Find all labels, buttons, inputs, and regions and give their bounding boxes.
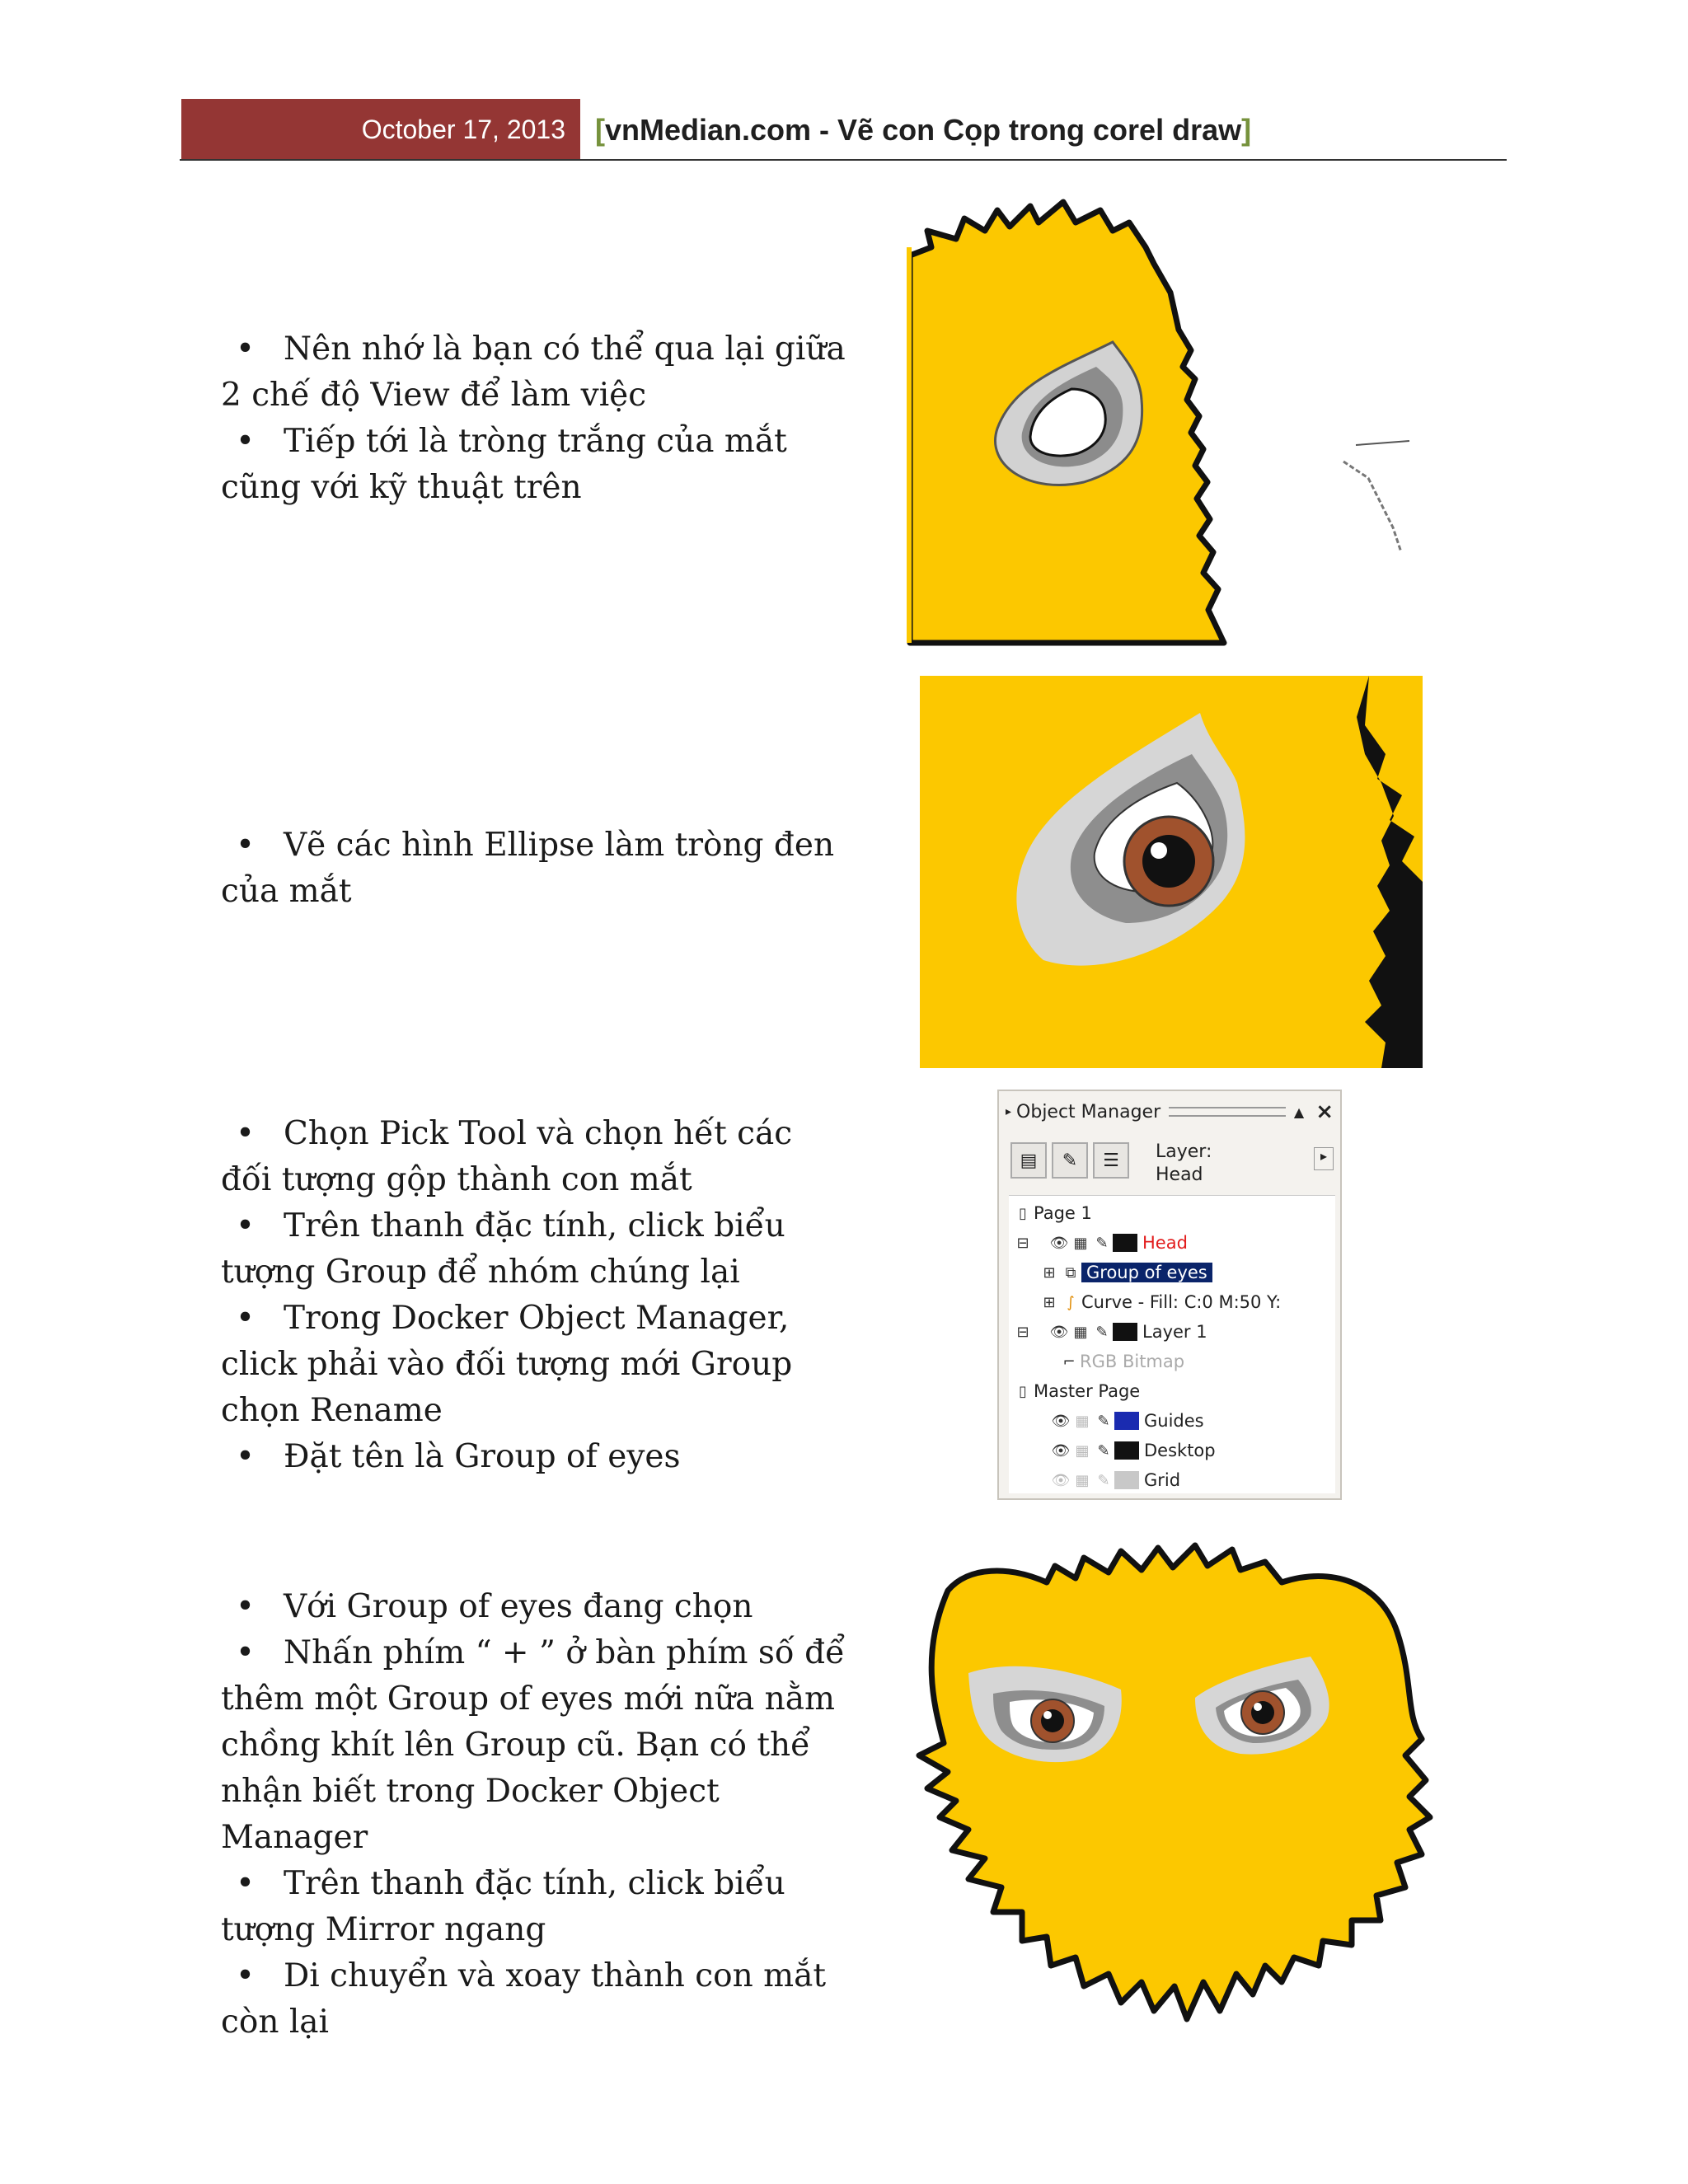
show-properties-button[interactable] — [1010, 1142, 1047, 1179]
section-4-text — [221, 1584, 847, 2046]
tree-label: Master Page — [1034, 1381, 1141, 1401]
eye-icon[interactable]: 👁 — [1049, 1234, 1069, 1252]
list-item-text: Đặt tên là Group of eyes — [284, 1438, 681, 1475]
tree-label: Group of eyes — [1081, 1263, 1212, 1282]
header-date-bar — [181, 99, 580, 160]
edit-layers-icon: ✎ — [1062, 1150, 1078, 1171]
close-icon[interactable]: × — [1315, 1099, 1334, 1124]
layer-view-icon: ☰ — [1103, 1150, 1119, 1171]
bullet: • — [236, 1957, 256, 1994]
layer-caption: Layer: — [1156, 1141, 1212, 1162]
list-item-text: Vẽ các hình Ellipse làm tròng đen của mắt — [221, 827, 835, 910]
properties-icon: ▤ — [1020, 1150, 1038, 1171]
flyout-arrow-button[interactable]: ▸ — [1314, 1147, 1334, 1170]
list-item-text: Trong Docker Object Manager, click phải vào đối tượng mới Group chọn Rename — [221, 1300, 793, 1429]
tiger-eye-iris-illustration — [920, 676, 1423, 1068]
bullet: • — [236, 1115, 256, 1152]
tree-label: RGB Bitmap — [1080, 1352, 1185, 1371]
bitmap-icon: ⌐ — [1062, 1352, 1076, 1371]
bullet: • — [236, 423, 256, 460]
tree-row-rgb-bitmap[interactable] — [1058, 1347, 1184, 1376]
eye-icon[interactable]: 👁 — [1049, 1323, 1069, 1341]
expand-icon[interactable]: ⊟ — [1016, 1234, 1029, 1252]
list-item — [221, 1434, 847, 1480]
list-item — [221, 1953, 847, 2046]
list-item-text: Di chuyển và xoay thành con mắt còn lại — [221, 1957, 827, 2041]
tree-row-guides[interactable] — [1050, 1407, 1204, 1435]
eye-icon[interactable]: 👁 — [1051, 1412, 1071, 1430]
current-layer-label — [1156, 1141, 1212, 1187]
layer-color-swatch — [1114, 1441, 1139, 1460]
header-bracket-close: ] — [1241, 113, 1252, 147]
printer-icon[interactable]: ▦ — [1075, 1441, 1090, 1460]
section-1-text — [221, 326, 847, 511]
pencil-icon[interactable]: ✎ — [1097, 1471, 1110, 1489]
docker-grip-icon: ▸ — [1006, 1105, 1012, 1118]
tiger-eye-white-illustration — [907, 198, 1434, 651]
list-item-text: Chọn Pick Tool và chọn hết các đối tượng gộp thành con mắt — [221, 1115, 793, 1198]
object-manager-titlebar — [1006, 1098, 1334, 1126]
object-manager-toolbar — [1010, 1142, 1129, 1179]
list-item-text: Với Group of eyes đang chọn — [284, 1588, 753, 1625]
bullet: • — [236, 1634, 256, 1671]
layer-value: Head — [1156, 1165, 1203, 1185]
bullet: • — [236, 1588, 256, 1625]
header-date: October 17, 2013 — [361, 114, 565, 144]
list-item-text: Nên nhớ là bạn có thể qua lại giữa 2 chế độ View để làm việc — [221, 330, 846, 414]
list-item-text: Trên thanh đặc tính, click biểu tượng Group để nhóm chúng lại — [221, 1207, 785, 1291]
layer-color-swatch — [1113, 1323, 1137, 1341]
layer-color-swatch — [1114, 1471, 1139, 1489]
bullet: • — [236, 1438, 256, 1475]
pencil-icon[interactable]: ✎ — [1095, 1234, 1109, 1252]
page-icon: ▯ — [1019, 1382, 1027, 1400]
pencil-icon[interactable]: ✎ — [1097, 1441, 1110, 1460]
list-item — [221, 1203, 847, 1296]
header-title-text: vnMedian.com - Vẽ con Cọp trong corel draw — [605, 113, 1242, 147]
list-item — [221, 823, 847, 915]
header-bracket-open: [ — [595, 113, 605, 147]
bullet: • — [236, 330, 256, 368]
tree-row-curve[interactable] — [1039, 1288, 1281, 1316]
section-2-text — [221, 823, 847, 915]
list-item — [221, 1584, 847, 1630]
expand-icon[interactable]: ⊞ — [1043, 1263, 1056, 1282]
pencil-icon[interactable]: ✎ — [1097, 1412, 1110, 1430]
printer-icon[interactable]: ▦ — [1073, 1323, 1088, 1341]
list-item — [221, 419, 847, 511]
printer-icon[interactable]: ▦ — [1075, 1471, 1090, 1489]
list-item-text: Tiếp tới là tròng trắng của mắt cũng với kỹ thuật trên — [221, 423, 787, 506]
printer-icon[interactable]: ▦ — [1073, 1234, 1088, 1252]
header-title — [595, 109, 1251, 152]
edit-across-layers-button[interactable] — [1052, 1142, 1088, 1179]
expand-icon[interactable]: ⊟ — [1016, 1323, 1029, 1341]
curve-icon: ∫ — [1067, 1293, 1075, 1311]
list-item-text: Trên thanh đặc tính, click biểu tượng Mirror ngang — [221, 1865, 785, 1948]
layer-color-swatch — [1114, 1412, 1139, 1430]
layer-color-swatch — [1113, 1234, 1137, 1252]
bullet: • — [236, 827, 256, 864]
tree-row-master-page[interactable] — [1012, 1377, 1140, 1405]
bullet: • — [236, 1865, 256, 1902]
eye-icon[interactable]: 👁 — [1051, 1471, 1071, 1489]
tree-label: Desktop — [1144, 1441, 1216, 1460]
tiger-head-two-eyes-illustration — [870, 1533, 1463, 2052]
tree-row-head[interactable] — [1012, 1229, 1188, 1257]
tree-label: Curve - Fill: C:0 M:50 Y: — [1081, 1292, 1282, 1312]
list-item-text: Nhấn phím “ + ” ở bàn phím số để thêm một Group of eyes mới nữa nằm chồng khít lên Group cũ. Bạn có thể nhận biết trong Docker Object Manager — [221, 1634, 846, 1856]
list-item — [221, 1861, 847, 1953]
list-item — [221, 1111, 847, 1203]
tree-label: Guides — [1144, 1411, 1204, 1431]
expand-icon[interactable]: ⊞ — [1043, 1293, 1056, 1311]
printer-icon[interactable]: ▦ — [1075, 1412, 1090, 1430]
layer-manager-view-button[interactable] — [1093, 1142, 1129, 1179]
tree-row-group-of-eyes[interactable] — [1039, 1258, 1212, 1286]
object-manager-title: Object Manager — [1016, 1101, 1161, 1122]
object-tree — [1009, 1195, 1335, 1493]
page-icon: ▯ — [1019, 1204, 1027, 1222]
tree-row-grid[interactable] — [1050, 1466, 1180, 1494]
pencil-icon[interactable]: ✎ — [1095, 1323, 1109, 1341]
list-item — [221, 1296, 847, 1434]
section-3-text — [221, 1111, 847, 1480]
list-item — [221, 1630, 847, 1861]
bullet: • — [236, 1300, 256, 1337]
titlebar-grip — [1169, 1107, 1286, 1117]
list-item — [221, 326, 847, 419]
group-icon: ⧉ — [1065, 1263, 1076, 1282]
bullet: • — [236, 1207, 256, 1244]
tree-label: Head — [1142, 1233, 1188, 1253]
header-divider — [180, 159, 1507, 161]
tree-row-page[interactable] — [1012, 1199, 1092, 1227]
object-manager-panel — [997, 1090, 1342, 1500]
tree-label: Layer 1 — [1142, 1322, 1207, 1342]
tree-label: Grid — [1144, 1470, 1181, 1490]
tree-row-layer-1[interactable] — [1012, 1318, 1207, 1346]
collapse-up-icon[interactable]: ▲ — [1293, 1104, 1305, 1120]
tree-label: Page 1 — [1034, 1203, 1092, 1223]
tree-row-desktop[interactable] — [1050, 1436, 1216, 1465]
eye-icon[interactable]: 👁 — [1051, 1441, 1071, 1460]
